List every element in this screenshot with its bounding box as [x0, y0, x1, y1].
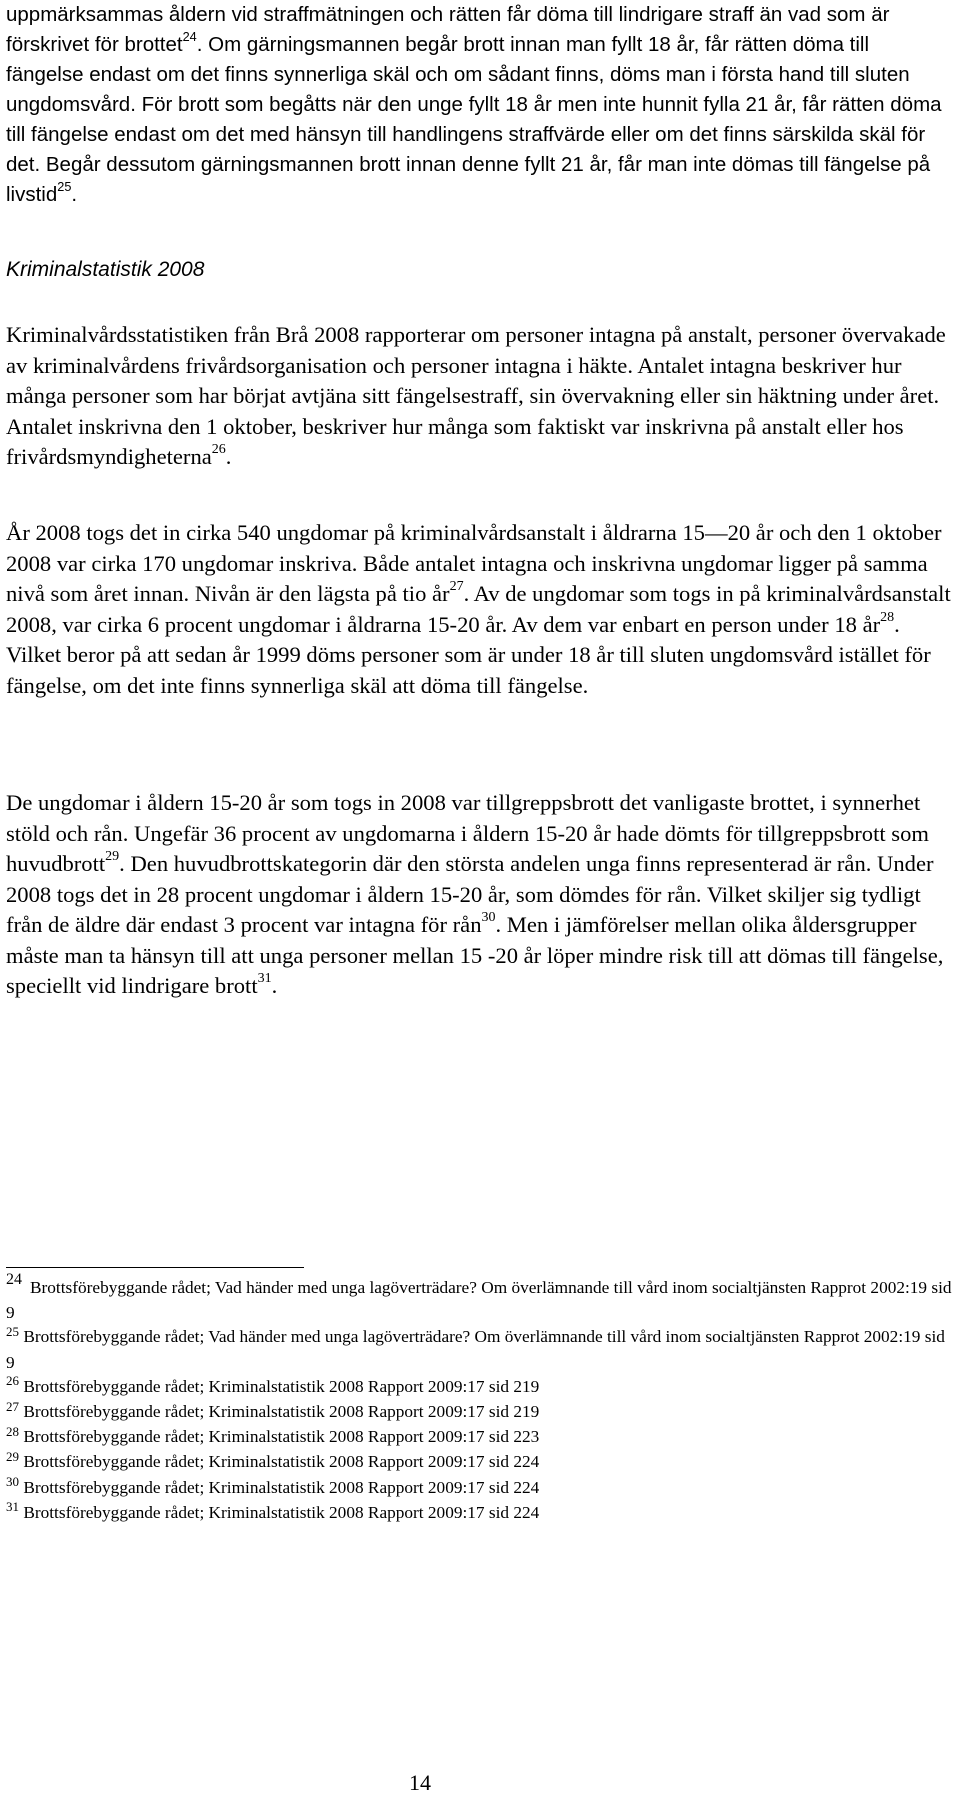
footnote-27 — [6, 1400, 952, 1425]
page-number: 14 — [409, 1770, 431, 1795]
footnote-ref-27: 27 — [449, 579, 464, 595]
footnote-text: Brottsförebyggande rådet; Kriminalstatistik 2008 Rapport 2009:17 sid 223 — [23, 1427, 540, 1447]
paragraph-3-text-3: . Men i jämförelser mellan olika åldersgrupper måste man ta hänsyn till att unga personer mellan 15 -20 år löper mindre risk till att dömas till fängelse, speciellt vid lindrigare brott — [6, 912, 944, 998]
paragraph-2-text-3: . Vilket beror på att sedan år 1999 döms personer som är under 18 år till sluten ungdomsvård istället för fängelse, om det inte finns synnerliga skäl att döma till fängelse. — [6, 611, 931, 698]
footnote-ref-30: 30 — [481, 910, 496, 926]
footnote-24 — [6, 1271, 952, 1325]
footnote-29 — [6, 1450, 952, 1475]
footnote-text: Brottsförebyggande rådet; Kriminalstatistik 2008 Rapport 2009:17 sid 219 — [23, 1376, 540, 1396]
footnote-text: Brottsförebyggande rådet; Vad händer med unga lagöverträdare? Om överlämnande till vård inom socialtjänsten Rapprot 2002:19 sid 9 — [6, 1278, 952, 1323]
footnote-ref-28: 28 — [880, 609, 895, 625]
intro-paragraph — [6, 0, 952, 210]
footnote-text: Brottsförebyggande rådet; Kriminalstatistik 2008 Rapport 2009:17 sid 224 — [23, 1477, 540, 1497]
paragraph-3-text: De ungdomar i åldern 15-20 år som togs in 2008 var tillgreppsbrott det vanligaste brottet, i synnerhet stöld och rån. Ungefär 36 procent av ungdomarna i åldern 15-20 år hade dömts för tillgreppsbrott som huvudbrott — [6, 790, 929, 876]
footnote-ref-26: 26 — [211, 442, 226, 458]
paragraph-1-text: Kriminalvårdsstatistiken från Brå 2008 rapporterar om personer intagna på anstalt, personer övervakade av kriminalvårdens frivårdsorganisation och personer intagna i häkte. Antalet intagna beskriver hur många personer som har börjat avtjäna sitt fängelsestraff, sin övervakning eller sin häktning under året. Antalet inskrivna den 1 oktober, beskriver hur många som faktiskt var inskrivna på anstalt eller hos frivårdsmyndigheterna — [6, 322, 946, 469]
footnote-number: 29 — [6, 1448, 19, 1464]
footnote-28 — [6, 1425, 952, 1450]
footnote-text: Brottsförebyggande rådet; Vad händer med unga lagöverträdare? Om överlämnande till vård inom socialtjänsten Rapprot 2002:19 sid 9 — [6, 1327, 945, 1372]
footnote-31 — [6, 1501, 952, 1526]
footnote-number: 28 — [6, 1423, 19, 1439]
footnote-text: Brottsförebyggande rådet; Kriminalstatistik 2008 Rapport 2009:17 sid 224 — [23, 1502, 540, 1522]
paragraph-1 — [6, 320, 952, 473]
paragraph-3-text-2: . Den huvudbrottskategorin där den största andelen unga finns representerad är rån. Under 2008 togs det in 28 procent ungdomar i åldern 15-20 år, som dömdes för rån. Vilket skiljer sig tydligt från de äldre där endast 3 procent var intagna för rån — [6, 851, 934, 937]
footnote-text: Brottsförebyggande rådet; Kriminalstatistik 2008 Rapport 2009:17 sid 224 — [23, 1452, 540, 1472]
footnote-number: 24 — [6, 1271, 22, 1289]
paragraph-2 — [6, 518, 952, 701]
footnote-ref-24: 24 — [182, 29, 197, 45]
footnote-ref-29: 29 — [105, 849, 120, 865]
intro-text-3: . — [71, 183, 78, 206]
footnotes — [6, 1271, 952, 1526]
paragraph-3-end: . — [271, 973, 278, 998]
footnote-number: 26 — [6, 1373, 19, 1389]
footnote-number: 31 — [6, 1499, 19, 1515]
footnote-divider — [6, 1267, 304, 1268]
footnote-25 — [6, 1325, 952, 1374]
footnote-ref-25: 25 — [57, 179, 72, 195]
intro-text: uppmärksammas åldern vid straffmätningen och rätten får döma till lindrigare straff än vad som är förskrivet för brottet — [6, 3, 890, 56]
footnote-26 — [6, 1375, 952, 1400]
footnote-ref-31: 31 — [257, 971, 272, 987]
paragraph-2-text: År 2008 togs det in cirka 540 ungdomar på kriminalvårdsanstalt i åldrarna 15—20 år och den 1 oktober 2008 var cirka 170 ungdomar inskriva. Både antalet intagna och inskrivna ungdomar ligger på samma nivå som året innan. Nivån är den lägsta på tio år — [6, 520, 942, 606]
footnote-text: Brottsförebyggande rådet; Kriminalstatistik 2008 Rapport 2009:17 sid 219 — [23, 1402, 540, 1422]
footnote-number: 30 — [6, 1474, 19, 1490]
footnote-number: 27 — [6, 1398, 19, 1414]
paragraph-1-end: . — [225, 444, 232, 469]
footnote-30 — [6, 1476, 952, 1501]
paragraph-2-text-2: . Av de ungdomar som togs in på kriminalvårdsanstalt 2008, var cirka 6 procent ungdomar i åldrarna 15-20 år. Av dem var enbart en person under 18 år — [6, 581, 951, 637]
section-heading: Kriminalstatistik 2008 — [6, 258, 205, 281]
paragraph-3 — [6, 788, 952, 1002]
intro-text-2: . Om gärningsmannen begår brott innan man fyllt 18 år, får rätten döma till fängelse endast om det finns synnerliga skäl och om sådant finns, döms man i första hand till sluten ungdomsvård. För brott som begåtts när den unge fyllt 18 år men inte hunnit fylla 21 år, får rätten döma till fängelse endast om det med hänsyn till handlingens straffvärde eller om det finns särskilda skäl för det. Begår dessutom gärningsmannen brott innan denne fyllt 21 år, får man inte dömas till fängelse på livstid — [6, 33, 942, 206]
footnote-number: 25 — [6, 1323, 19, 1339]
